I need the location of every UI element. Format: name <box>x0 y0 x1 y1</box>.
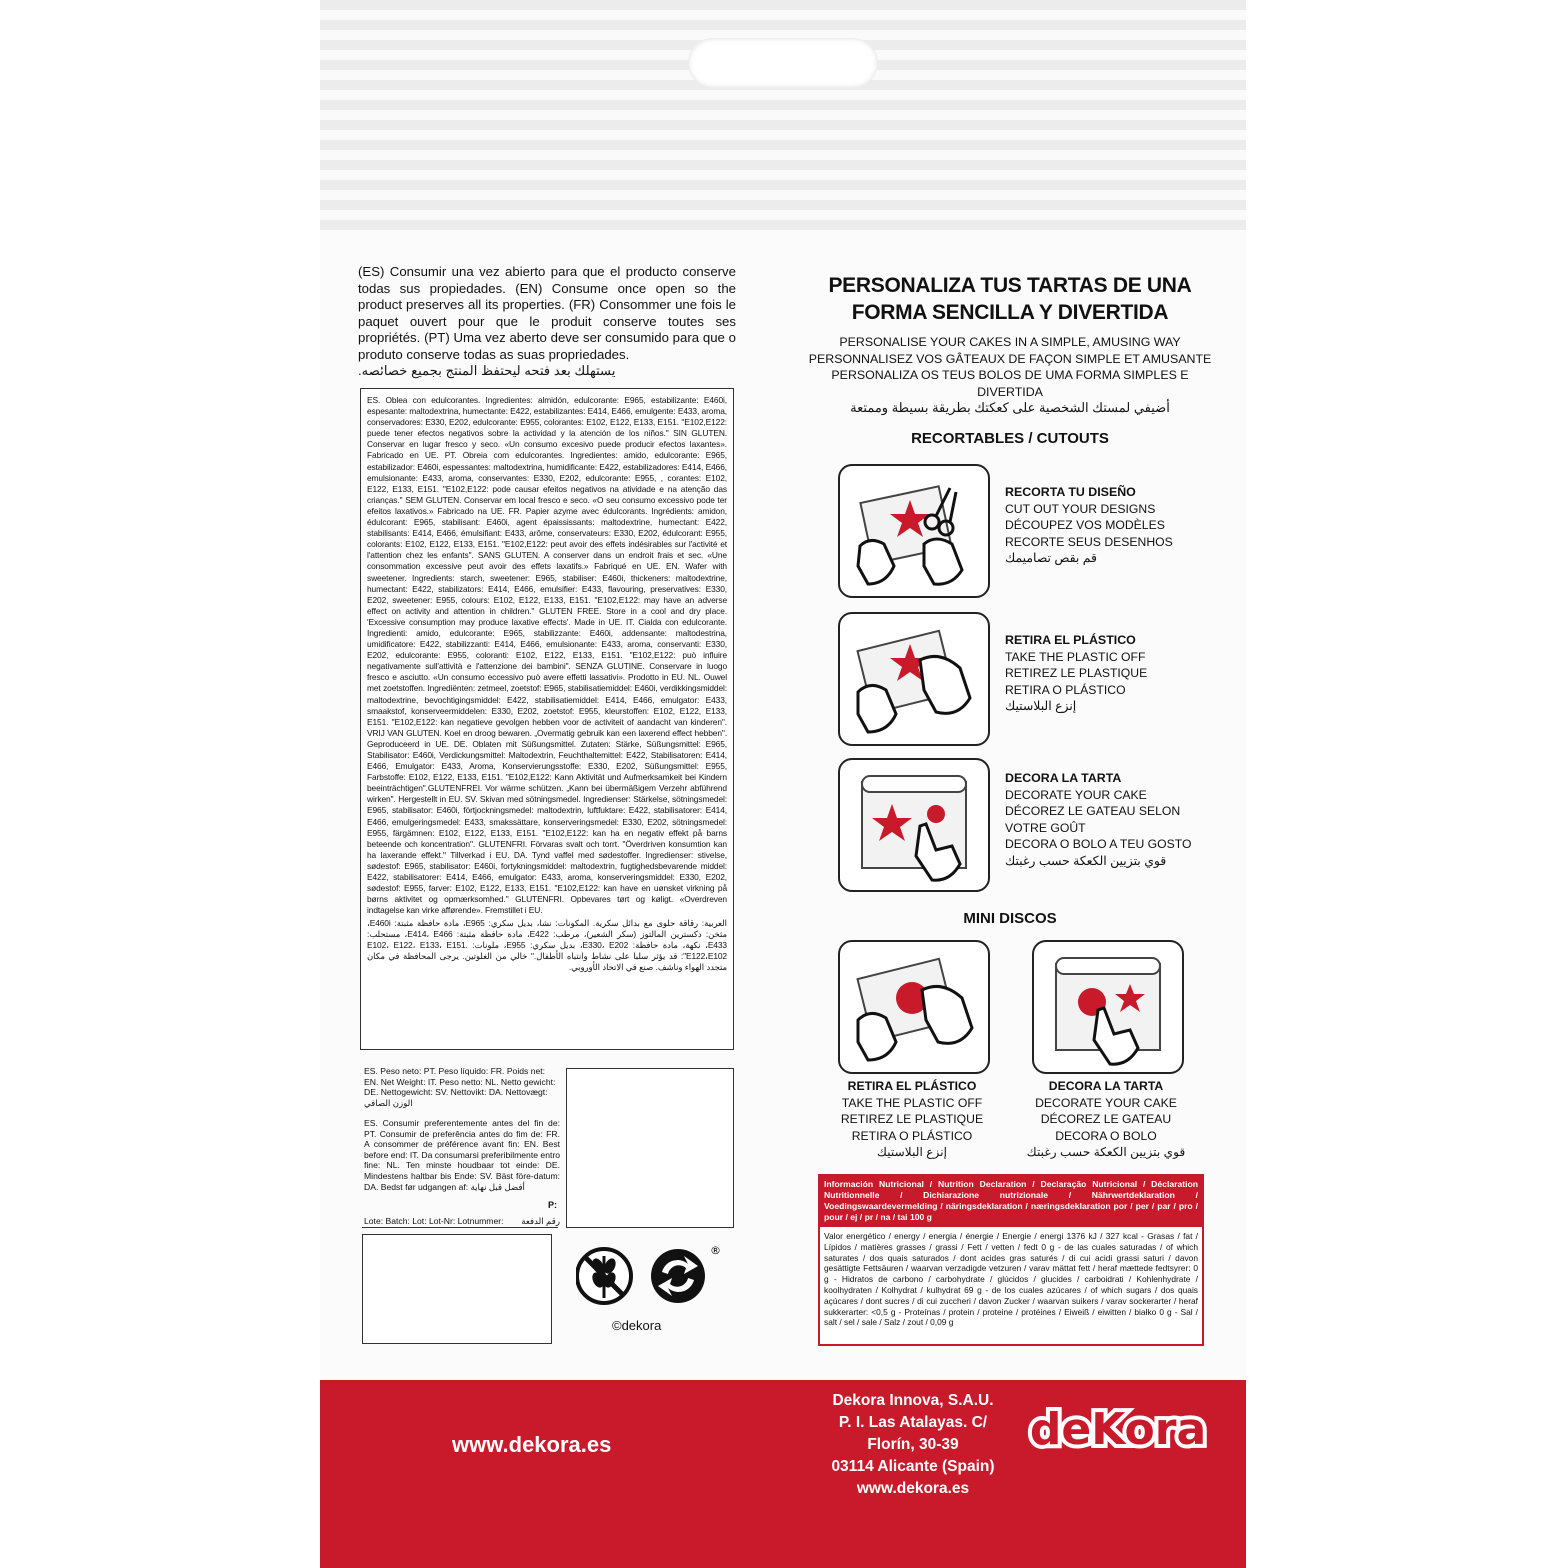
step-decorate-fr2: VOTRE GOÛT <box>1005 820 1086 835</box>
step-decorate-text <box>1005 770 1215 870</box>
step-decorate-illustration <box>838 758 990 892</box>
green-dot-recycle-icon <box>651 1249 705 1303</box>
disc-decorate-icon <box>1034 942 1182 1072</box>
disc-peel-text <box>822 1078 1002 1161</box>
disc-peel-icon <box>840 942 988 1072</box>
net-weight-text: ES. Peso neto: PT. Peso líquido: FR. Poids net: EN. Net Weight: IT. Peso netto: NL. Netto gewicht: DE. Nettogewicht: SV. Nettovikt: DA. Nettovægt: <box>364 1066 556 1098</box>
address-line-1: P. I. Las Atalayas. C/ Florín, 30-39 <box>838 1414 988 1453</box>
disc-peel-illustration <box>838 940 990 1074</box>
step-decorate-en: DECORATE YOUR CAKE <box>1005 787 1147 802</box>
hang-hole <box>688 38 878 88</box>
company-name: Dekora Innova, S.A.U. <box>832 1392 994 1409</box>
step-cut-ar: قم بقص تصاميمك <box>1005 551 1097 566</box>
lot-label <box>364 1216 560 1227</box>
step-cut-fr: DÉCOUPEZ VOS MODÈLES <box>1005 518 1165 533</box>
disc-peel-es: RETIRA EL PLÁSTICO <box>847 1079 977 1093</box>
disc-decorate-es: DECORA LA TARTA <box>1048 1079 1164 1093</box>
headline-line-1: PERSONALIZA TUS TARTAS DE UNA <box>828 274 1192 297</box>
disc-decorate-ar: قوي بتزيين الكعكة حسب رغبتك <box>1026 1145 1186 1160</box>
p-label: P: <box>548 1200 557 1210</box>
top-seal <box>320 0 1246 230</box>
best-before-arabic: أفضل قبل نهاية <box>470 1181 525 1192</box>
lot-arabic: رقم الدفعة <box>521 1216 560 1226</box>
step-peel-text <box>1005 632 1215 715</box>
footer-url-right[interactable]: www.dekora.es <box>856 1480 970 1497</box>
section-cutouts-title: RECORTABLES / CUTOUTS <box>911 430 1109 447</box>
nutrition-header: Información Nutricional / Nutrition Declaration / Declaração Nutricional / Déclaration Nutritionnelle / Dichiarazione nutrizionale / Nährwertdeklaration / Voedingswaardevermelding / näringsdeklaration / næringsdeklaration por / per / par / pro / pour / ej / pr / na / tai 100 g <box>820 1176 1202 1227</box>
step-peel-ar: إنزع البلاستيك <box>1005 699 1077 714</box>
step-cut-pt: RECORTE SEUS DESENHOS <box>1005 534 1173 549</box>
step-peel-es: RETIRA EL PLÁSTICO <box>1005 633 1136 647</box>
company-address <box>818 1390 1008 1500</box>
date-print-area <box>566 1068 734 1228</box>
lot-print-area <box>362 1234 552 1344</box>
step-cut-es: RECORTA TU DISEÑO <box>1005 485 1136 499</box>
headline-translations <box>808 334 1212 417</box>
dekora-logo <box>1018 1394 1218 1464</box>
intro-arabic: يستهلك بعد فتحه ليحتفظ المنتج بجميع خصائصه. <box>358 363 616 378</box>
nutrition-declaration <box>818 1174 1204 1346</box>
net-weight-arabic: الوزن الصافي <box>364 1097 413 1108</box>
step-cut-illustration <box>838 464 990 598</box>
best-before-text: ES. Consumir preferentemente antes del fin de: PT. Consumir de preferência antes do fim de: FR. A consommer de préférence avant fin: EN. Best before end: IT. Da consumarsi preferibilmente entro fine: NL. Ten minste houdbaar tot einde: DE. Mindestens haltbar bis Ende: SV. Bäst före-datum: DA. Bedst før udgangen af: <box>364 1118 560 1192</box>
step-cut-text <box>1005 484 1215 567</box>
step-peel-en: TAKE THE PLASTIC OFF <box>1005 649 1146 664</box>
disc-peel-fr: RETIREZ LE PLASTIQUE <box>840 1112 984 1127</box>
step-decorate-es: DECORA LA TARTA <box>1005 771 1122 785</box>
step-cut-en: CUT OUT YOUR DESIGNS <box>1005 501 1156 516</box>
step-decorate-pt: DECORA O BOLO A TEU GOSTO <box>1005 837 1192 852</box>
copyright-text: ©dekora <box>612 1318 662 1333</box>
headline <box>808 272 1212 326</box>
disc-decorate-pt: DECORA O BOLO <box>1055 1128 1157 1143</box>
sub-ar: أضيفي لمستك الشخصية على كعكتك بطريقة بسيطة وممتعة <box>850 400 1170 416</box>
logo-text: deKora <box>1029 1404 1207 1455</box>
ingredients-multilang: ES. Oblea con edulcorantes. Ingredientes: almidón, edulcorante: E965, estabilizante: E460i, espesante: maltodextrina, humectante: E422, estabilizantes: E414, E466, emulgente: E433, aroma, conservadores: E330, E202, edulcorante: E955, colorantes: E102, E122, E133, E151. "E102,E122: puede tener efectos negativos sobre la actividad y la atención de los niños." SIN GLUTEN. Conservar en lugar fresco y seco. «Un consumo excesivo puede producir efectos laxantes». Fabricado en UE. PT. Obreia com edulcorantes. Ingredientes: amido, edulcorante: E965, estabilizador: E460i, espessantes: maltodextrina, humidificante: E422, estabilizadores: E414, E466, emulsionante: E433, aroma, conservantes: E330, E202, edulcorante: E955, , corantes: E102, E122, E133, E151. "E102,E122: pode causar efeitos negativos na atividade e na atenção das crianças." SEM GLUTEN. Conservar em local fresco e seco. «O seu consumo excessivo pode ter efeitos laxativos.» Fabricado na UE. FR. Papier azyme avec édulcorants. Ingrédients: amidon, édulcorant: E965, stabilisant: E460i, agent épaississants: maltodextrine, humectant: E422, stabilisants: E414, E466, émulsifiant: E433, arôme, conservateurs: E330, E202, édulcorant: E955, colorants: E102, E122, E133, E151. "E102,E122: peut avoir des effets indésirables sur l'activité et l'attention chez les enfants". SANS GLUTEN. A conserver dans un endroit frais et sec. «Une consommation excessive peut avoir des effets laxatifs.» Fabriqué en UE. EN. Wafer with sweetener. Ingredients: starch, sweetener: E965, stabiliser: E460i, thickeners: maltodextrine, humectant: E422, stabilizators: E414, E466, emulsifier: E433, flavouring, preservatives: E330, E202, sweetener: E955, colours: E102, E122, E133, E151. "E102,E122: may have an adverse effect on activity and attention in children." GLUTEN FREE. Store in a cool and dry place. 'Excessive consumption may produce laxative effects'. Made in UE. IT. Cialda con edulcorante. Ingredienti: amido, edulcorante: E965, stabilizzante: E460i, addensante: maltodestrina, umidificatore: E422, stabilizzanti: E414, E466, emulsionante: E433, aroma, conservanti: E330, E202, edulcorante: E955, coloranti: E102, E122, E133, E151. "E102,E122: può influire negativamente sull'attività e l'attenzione dei bambini". SENZA GLUTINE. Conservare in luogo fresco e asciutto. «Un consumo eccessivo può avere effetti lassativi». Prodotto in EU. NL. Ouwel met zoetstoffen. Ingrediënten: zetmeel, zoetstof: E965, stabilisatiemiddel: E460i, verdikkingsmiddel: maltodextrine, bevochtigingsmiddel: E422, stabilisatiemiddel: E414, E466, emulgator: E433, smaakstof, konserveermiddelen: E330, E202, zoetstof: E955, kleurstoffen: E102, E122, E133, E151. "E102,E122: kan negatieve gevolgen hebben voor de activiteit of aandacht van kinderen". VRIJ VAN GLUTEN. Koel en droog bewaren. „Overmatig gebruik kan een laxerend effect hebben". Geproduceerd in UE. DE. Oblaten mit Süßungsmittel. Zutaten: Stärke, Süßungsmittel: E965, Stabilisator: E460i, Verdickungsmittel: Maltodextrin, Feuchthaltemittel: E422, Stabilisatoren: E414, E466, Emulgator: E433, Aroma, Konservierungsstoffe: E330, E202, Süßungsmittel: E955, Farbstoffe: E102, E122, E133, E151. "E102,E122: Kann Aktivität und Aufmerksamkeit bei Kindern beeinträchtigen".GLUTENFREI. Vor wärme schützen. „Kann bei übermäßigem Verzehr abführend wirken". Hergestellt in EU. SV. Skivan med sötningsmedel. Ingredienser: Stärkelse, sötningsmedel: E965, stabilisator: E460i, förtjockningsmedel: maltodextrin, luftfuktare: E422, stabilisatorer: E414, E466, emulgeringsmedel: E433, smakssättare, konserveringsmedel: E330, E202, sötningsmedel: E955, färgämnen: E102, E122, E133, E151. "E102,E122: kan ha en negativ effekt på barns beteende och koncentration". GLUTENFRI. Förvaras svalt och torrt. "Överdriven konsumtion kan ha laxerande effekt." Tillverkad i EU. DA. Tynd vaffel med sødestoffer. Ingredienser: stivelse, sødestof: E965, stabilisator: E460i, fortykningsmiddel: maltodextrin, fugtighedsbevarende middel: E422, stabilisatorer: E414, E466, emulgator: E433, aroma, konserveringsmiddel: E330, E202, sødestof: E955, farver: E102, E122, E133, E151. "E102,E122: kan have en uønsket virkning på børns aktivitet og opmærksomhed." GLUTENFRI. Opbevares tørt og køligt. «Overdreven indtagelse kan virke afførende». Fremstillet i EU. <box>367 395 727 916</box>
footer-url-left[interactable]: www.dekora.es <box>452 1432 612 1457</box>
section-minidiscs-title: MINI DISCOS <box>963 910 1057 927</box>
decorate-cake-icon <box>840 760 988 890</box>
ingredients-arabic: العربية: رقاقة حلوى مع بدائل سكرية. المكونات: نشا، بديل سكري: E965، مادة حافظة مثبتة: E460i، مثخن: دكسترين المالتوز (سكر الشعير)، مرطب: E422، مادة حافظة مثبتة: E414، E466، مستحلب: E433، نكهة، مادة حافظة: E330، E202، بديل سكري: E955، ملونات: E102، E122، E133، E151. "E122،E102: قد يؤثر سلبا على نشاط وانتباه الأطفال." خالي من الغلوتين. يرجى المحافظة في مكان متجدد الهواء وناشف. صنع في الاتحاد الأوروبي. <box>367 918 727 973</box>
nutrition-values: Valor energético / energy / energia / énergie / Energie / energi 1376 kJ / 327 kcal - Grasas / fat / Lípidos / matières grasses / grassi / Fett / vetten / fedt 0 g - de las cuales saturadas / of which saturates / dos quais saturados / dont acides gras saturés / di cui acidi grassi saturi / davon gesättigte Fettsäuren / waarvan verzadigde vetzuren / varav mättat fett / heraf mættede fedtsyrer: 0 g - Hidratos de carbono / carbohydrate / glúcidos / glucides / carboidrati / Kohlenhydrate / koolhydraten / Kolhydrat / kulhydrat 69 g - de los cuales azúcares / of which sugars / dos quais açúcares / dont sucres / di cui zuccheri / davon Zucker / waarvan suikers / varav sockerarter / heraf sukkerarter: <0,5 g - Proteínas / protein / proteine / protéines / Eiweiß / eiwitten / białko 0 g - Sal / salt / sel / sale / Salz / zout / 0,09 g <box>824 1231 1198 1328</box>
disc-peel-ar: إنزع البلاستيك <box>876 1145 948 1160</box>
storage-intro <box>358 264 736 380</box>
sub-en: PERSONALISE YOUR CAKES IN A SIMPLE, AMUSING WAY <box>839 335 1181 349</box>
intro-text: (ES) Consumir una vez abierto para que el producto conserve todas sus propiedades. (EN) Consume once open so the product preserves all its properties. (FR) Consommer une fois le paquet ouvert pour que le produit conserve toutes ses propriétés. (PT) Uma vez aberto deve ser consumido para que o produto conserve todas as suas propriedades. <box>358 264 736 362</box>
ingredients-box <box>360 388 734 1050</box>
gluten-free-icon <box>577 1249 631 1303</box>
disc-peel-en: TAKE THE PLASTIC OFF <box>841 1095 983 1110</box>
step-peel-pt: RETIRA O PLÁSTICO <box>1005 682 1126 697</box>
registered-mark: ® <box>710 1244 721 1257</box>
certification-icons <box>576 1242 726 1312</box>
disc-decorate-fr: DÉCOREZ LE GATEAU <box>1040 1112 1172 1127</box>
disc-decorate-text <box>1016 1078 1196 1161</box>
step-peel-illustration <box>838 612 990 746</box>
headline-line-2: FORMA SENCILLA Y DIVERTIDA <box>851 301 1169 324</box>
net-weight-label <box>364 1066 560 1108</box>
sub-fr: PERSONNALISEZ VOS GÂTEAUX DE FAÇON SIMPLE ET AMUSANTE <box>808 351 1212 366</box>
disc-decorate-illustration <box>1032 940 1184 1074</box>
sub-pt: PERSONALIZA OS TEUS BOLOS DE UMA FORMA SIMPLES E DIVERTIDA <box>831 368 1189 399</box>
disc-peel-pt: RETIRA O PLÁSTICO <box>851 1128 973 1143</box>
lot-divider <box>362 1227 558 1228</box>
best-before-label <box>364 1118 560 1192</box>
step-peel-fr: RETIREZ LE PLASTIQUE <box>1005 666 1148 681</box>
step-decorate-ar: قوي بتزيين الكعكة حسب رغبتك <box>1005 853 1167 868</box>
scissors-icon <box>840 466 988 596</box>
footer-band <box>320 1380 1246 1568</box>
address-line-2: 03114 Alicante (Spain) <box>831 1458 995 1475</box>
disc-decorate-en: DECORATE YOUR CAKE <box>1035 1095 1177 1110</box>
lot-text: Lote: Batch: Lot: Lot-Nr: Lotnummer: <box>364 1216 504 1226</box>
ingredients-text <box>361 389 733 979</box>
peel-plastic-icon <box>840 614 988 744</box>
step-decorate-fr: DÉCOREZ LE GATEAU SELON <box>1005 804 1181 819</box>
